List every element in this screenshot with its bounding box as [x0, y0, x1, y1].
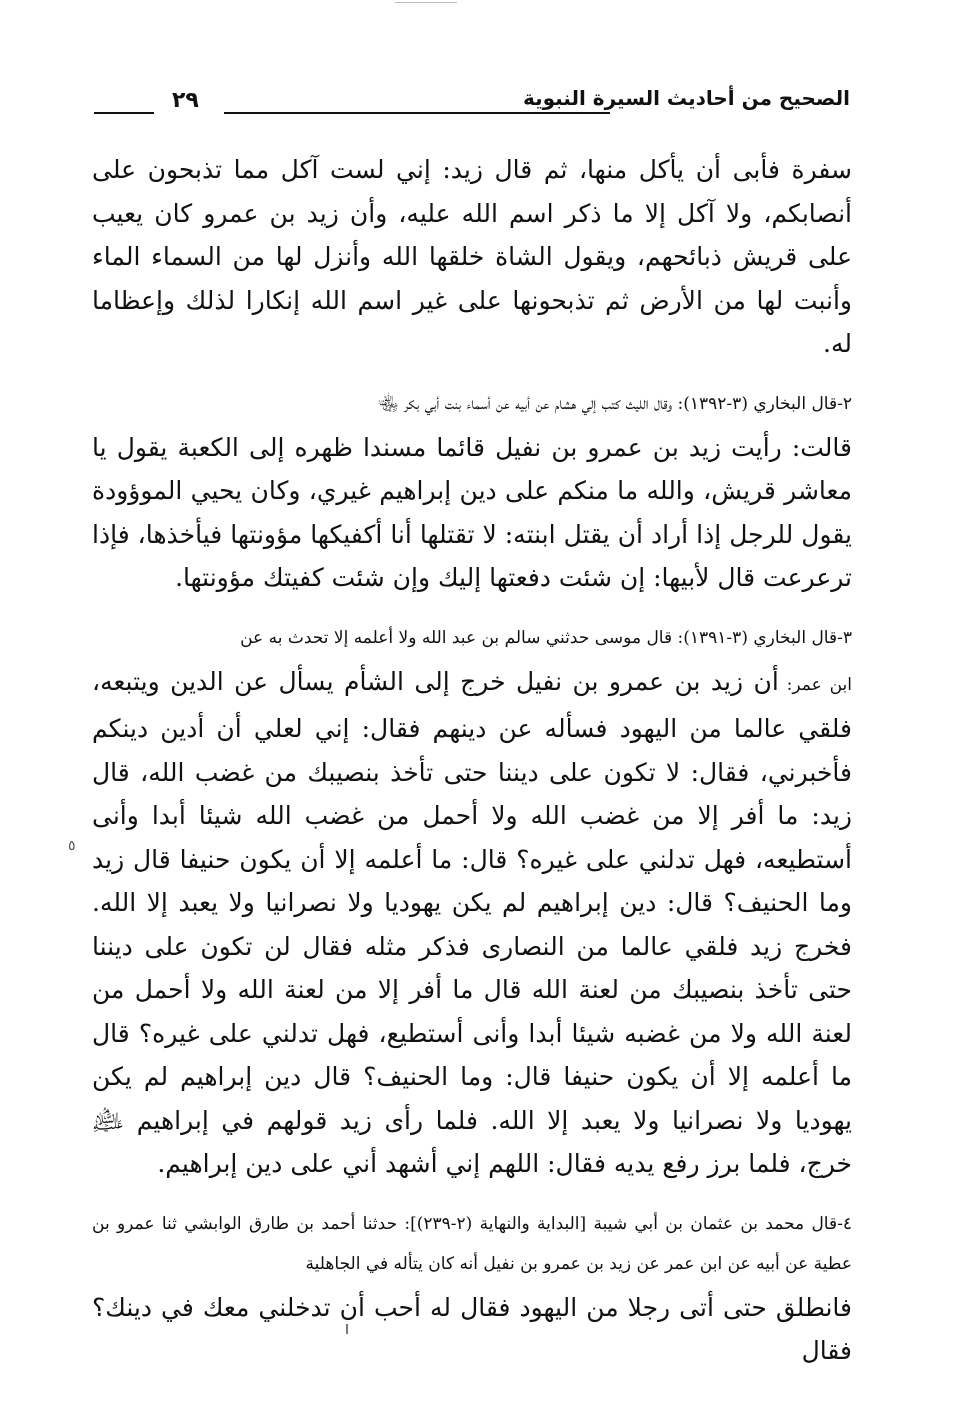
margin-mark: ٥: [68, 838, 76, 854]
page-header: [94, 86, 850, 122]
scan-tick: [346, 1324, 348, 1334]
hadith-3-isnad: ٣-قال البخاري (٣-١٣٩١): قال موسى حدثني سالم بن عبد الله ولا أعلمه إلا تحدث به عن: [240, 627, 852, 648]
page-number: ٢٩: [172, 88, 199, 113]
paragraph-1: سفرة فأبى أن يأكل منها، ثم قال زيد: إني لست آكل مما تذبحون على أنصابكم، ولا آكل إلا ما ذكر اسم الله عليه، وأن زيد بن عمرو كان يعيب على قريش ذبائحهم، ويقول الشاة خلقها الله وأنزل لها من السماء الماء وأنبت لها من الأرض ثم تذبحونها على غير اسم الله إنكارا لذلك وإعظاما له.: [92, 155, 852, 358]
paragraph-3-text: أن زيد بن عمرو بن نفيل خرج إلى الشأم يسأل عن الدين ويتبعه، فلقي عالما من اليهود فسأله عن دينهم فقال: إني لعلي أن أدين دينكم فأخبرني، فقال: لا تكون على ديننا حتى تأخذ بنصيبك من غضب الله، قال زيد: ما أفر إلا من غضب الله ولا أحمل من غضب الله شيئا أبدا وأنى أستطيعه، فهل تدلني على غيره؟ قال: ما أعلمه إلا أن يكون حنيفا قال زيد وما الحنيف؟ قال: دين إبراهيم لم يكن يهوديا ولا نصرانيا ولا يعبد إلا الله. فخرج زيد فلقي عالما من النصارى فذكر مثله فقال لن تكون على ديننا حتى تأخذ بنصيبك من لعنة الله قال ما أفر إلا من لعنة الله ولا أحمل من لعنة الله ولا من غضبه شيئا أبدا وأنى أستطيع، فهل تدلني على غيره؟ قال ما أعلمه إلا أن يكون حنيفا قال: وما الحنيف؟ قال دين إبراهيم لم يكن يهوديا ولا نصرانيا ولا يعبد إلا الله. فلما رأى زيد قولهم في إبراهيم ﵇ خرج، فلما برز رفع يديه فقال: اللهم إني أشهد أني على دين إبراهيم.: [92, 666, 852, 1178]
header-rule-short: [94, 112, 154, 114]
top-scan-mark: [395, 2, 457, 3]
page-body: [92, 148, 852, 1373]
running-title: الصحيح من أحاديث السيرة النبوية: [522, 86, 850, 110]
paragraph-2: قالت: رأيت زيد بن عمرو بن نفيل قائما مسندا ظهره إلى الكعبة يقول يا معاشر قريش، والله ما منكم على دين إبراهيم غيري، وكان يحيي الموؤودة يقول للرجل إذا أراد أن يقتل ابنته: لا تقتلها أنا أكفيكها مؤونتها فيأخذها، فإذا ترعرعت قال لأبيها: إن شئت دفعتها إليك وإن شئت كفيتك مؤونتها.: [92, 432, 852, 592]
hadith-2-isnad: ٢-قال البخاري (٣-١٣٩٢): وقال الليث كتب إلي هشام عن أبيه عن أسماء بنت أبي بكر ﵄: [378, 393, 852, 414]
header-rule: [224, 112, 610, 114]
paragraph-3: [92, 660, 852, 1186]
paragraph-4: فانطلق حتى أتى رجلا من اليهود فقال له أحب أن تدخلني معك في دينك؟ فقال: [92, 1292, 852, 1365]
hadith-4-isnad: ٤-قال محمد بن عثمان بن أبي شيبة [البداية والنهاية (٢-٢٣٩)]: حدثنا أحمد بن طارق الوابشي ثنا عمرو بن عطية عن أبيه عن ابن عمر عن زيد بن عمرو بن نفيل أنه كان يتأله في الجاهلية: [92, 1213, 852, 1274]
paragraph-3-lead: ابن عمر:: [778, 674, 852, 695]
